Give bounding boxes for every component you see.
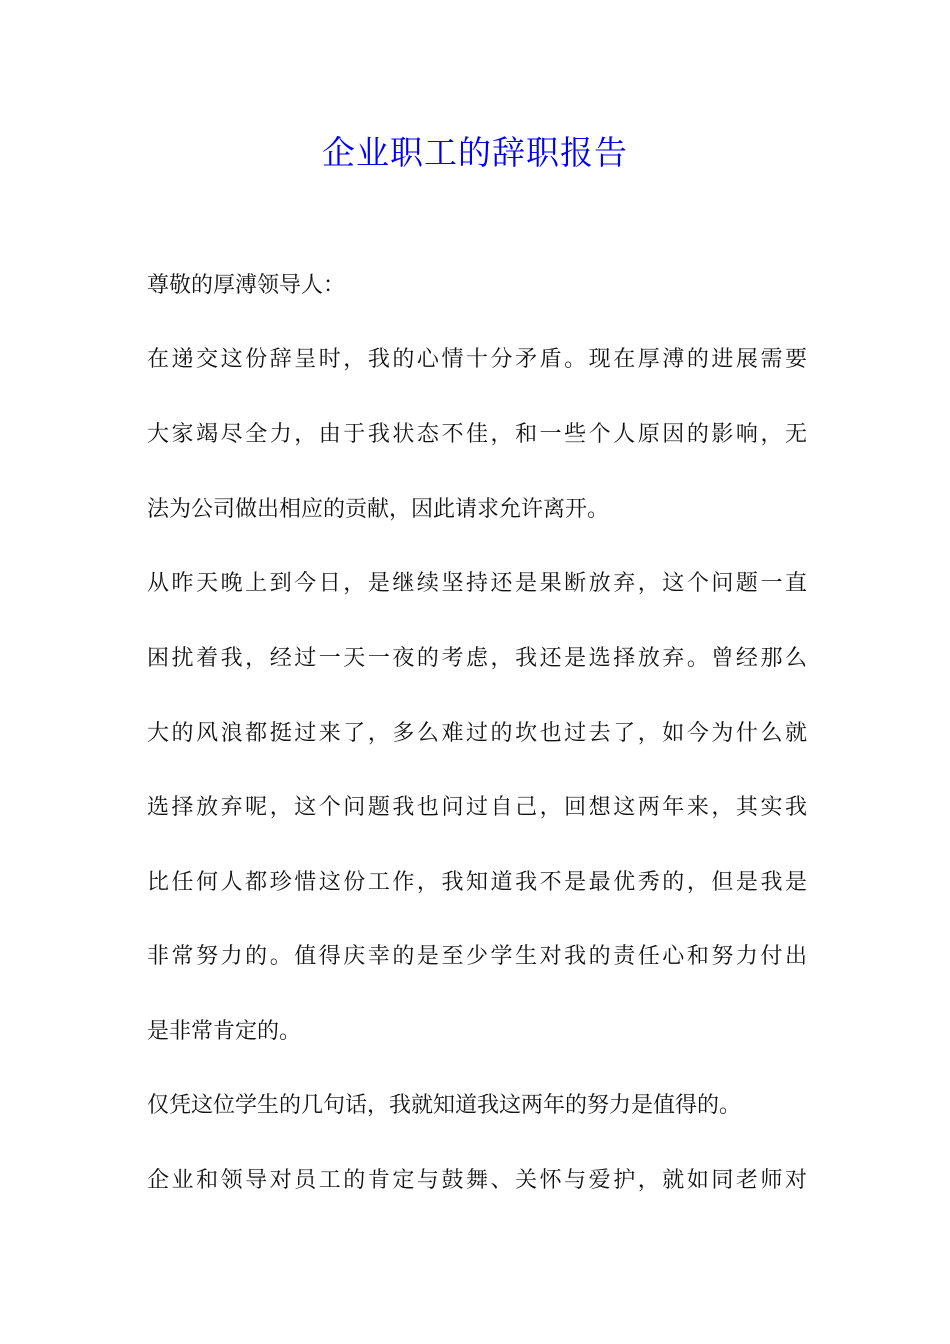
body-line: 仅凭这位学生的几句话，我就知道我这两年的努力是值得的。 bbox=[147, 1093, 742, 1118]
document-title: 企业职工的辞职报告 bbox=[322, 133, 628, 172]
body-line: 选择放弃呢，这个问题我也问过自己，回想这两年来，其实我 bbox=[147, 795, 807, 820]
salutation-line: 尊敬的厚溥领导人： bbox=[147, 273, 346, 298]
body-line: 法为公司做出相应的贡献，因此请求允许离开。 bbox=[147, 497, 610, 522]
body-line: 企业和领导对员工的肯定与鼓舞、关怀与爱护，就如同老师对 bbox=[147, 1168, 807, 1193]
body-line: 非常努力的。值得庆幸的是至少学生对我的责任心和努力付出 bbox=[147, 944, 807, 969]
body-line: 大的风浪都挺过来了，多么难过的坎也过去了，如今为什么就 bbox=[147, 721, 807, 746]
body-line: 比任何人都珍惜这份工作，我知道我不是最优秀的，但是我是 bbox=[147, 870, 807, 895]
body-line: 从昨天晚上到今日，是继续坚持还是果断放弃，这个问题一直 bbox=[147, 571, 807, 596]
body-line: 大家竭尽全力，由于我状态不佳，和一些个人原因的影响，无 bbox=[147, 422, 807, 447]
body-line: 在递交这份辞呈时，我的心情十分矛盾。现在厚溥的进展需要 bbox=[147, 347, 807, 372]
body-line: 困扰着我，经过一天一夜的考虑，我还是选择放弃。曾经那么 bbox=[147, 646, 807, 671]
body-line: 是非常肯定的。 bbox=[147, 1019, 302, 1044]
